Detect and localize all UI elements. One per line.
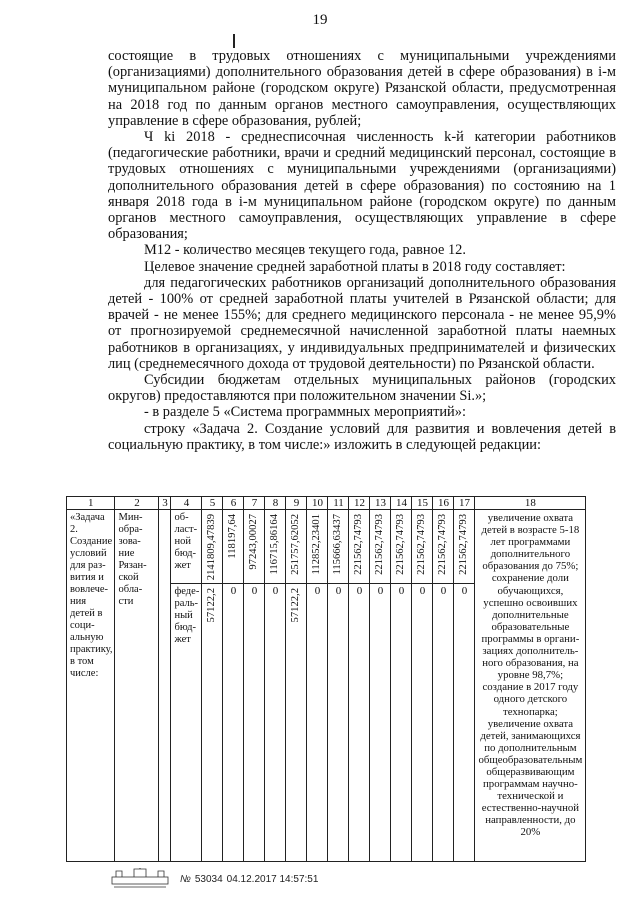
col-number: 17	[454, 497, 475, 510]
col-number: 9	[286, 497, 307, 510]
value-cell: 57122,2	[286, 584, 307, 862]
paragraph: - в разделе 5 «Система программных мероприятий»:	[144, 404, 466, 421]
value-cell: 221562,74793	[370, 510, 391, 584]
program-table	[66, 496, 586, 862]
empty-cell	[159, 510, 171, 862]
value-cell: 0	[265, 584, 286, 862]
registry-logo-icon	[108, 868, 172, 890]
value-cell: 0	[244, 584, 265, 862]
executor-cell: Мин-обра-зова-ние Рязан-ской обла-сти	[115, 510, 159, 862]
value-cell: 0	[454, 584, 475, 862]
col-number: 12	[349, 497, 370, 510]
task-cell: «Задача 2. Создание условий для раз-вития и вовлече-ния детей в соци-альную практику, в том числе:	[67, 510, 115, 862]
col-number: 6	[223, 497, 244, 510]
value-cell: 221562,74793	[391, 510, 412, 584]
document-footer	[108, 868, 318, 890]
col-number: 10	[307, 497, 328, 510]
col-number: 5	[202, 497, 223, 510]
paragraph: Субсидии бюджетам отдельных муниципальных районов (городских округов) предоставляются при положительном значении Si.»;	[108, 372, 616, 405]
col-number: 4	[171, 497, 202, 510]
value-cell: 57122,2	[202, 584, 223, 862]
funding-source-cell: об-ласт-ной бюд-жет	[171, 510, 202, 584]
value-cell: 0	[307, 584, 328, 862]
funding-source-cell: феде-раль-ный бюд-жет	[171, 584, 202, 862]
number-sign: №	[180, 873, 191, 885]
col-number: 15	[412, 497, 433, 510]
value-cell: 221562,74793	[349, 510, 370, 584]
value-cell: 0	[391, 584, 412, 862]
paragraph: Целевое значение средней заработной платы в 2018 году составляет:	[144, 258, 566, 275]
expected-results-cell: увеличение охвата детей в возрасте 5-18 лет программами дополнительного образования до 75%; сохранение доли обучающихся, успешно освоивших дополнительные образовательные программы в органи-зациях дополнитель-ного образования, на уровне 98,7%; создание в 2017 году одного детского технопарка; увеличение охвата детей, занимающихся по дополнительным общеобразовательным общеразвивающим программам научно-технической и естественно-научной направленности, до 20%	[475, 510, 586, 862]
value-cell: 115666,63437	[328, 510, 349, 584]
program-table-wrapper	[66, 496, 586, 862]
value-cell: 2141809,47839	[202, 510, 223, 584]
col-number: 18	[475, 497, 586, 510]
document-body	[108, 48, 616, 453]
document-number: 53034	[194, 873, 223, 885]
paragraph: для педагогических работников организаций дополнительного образования детей - 100% от средней заработной платы учителей в Рязанской области; для врачей - не менее 155%; для среднего медицинского персонала - не менее 95,9% от прогнозируемой среднемесячной начисленной заработной платы наемных работников в организациях, у индивидуальных предпринимателей и физических лиц (среднемесячного дохода от трудовой деятельности) по Рязанской области.	[108, 274, 616, 372]
value-cell: 0	[349, 584, 370, 862]
value-cell: 0	[370, 584, 391, 862]
col-number: 8	[265, 497, 286, 510]
col-number: 7	[244, 497, 265, 510]
col-number: 13	[370, 497, 391, 510]
col-number: 3	[159, 497, 171, 510]
value-cell: 116715,86164	[265, 510, 286, 584]
value-cell: 97243,00027	[244, 510, 265, 584]
value-cell: 221562,74793	[454, 510, 475, 584]
value-cell: 221562,74793	[412, 510, 433, 584]
col-number: 14	[391, 497, 412, 510]
paragraph: состоящие в трудовых отношениях с муниципальными учреждениями (организациями) дополнительного образования детей в сфере образования) в i-м муниципальном районе (городском округе) Рязанской области, предусмотренная на 2018 год по данным органов местного самоуправления, осуществляющих управление в сфере образования, рублей;	[108, 48, 616, 129]
col-number: 1	[67, 497, 115, 510]
value-cell: 0	[328, 584, 349, 862]
value-cell: 221562,74793	[433, 510, 454, 584]
paragraph: Ч ki 2018 - среднесписочная численность k-й категории работников (педагогические работники, врачи и средний медицинский персонал, состоящие в трудовых отношениях с муниципальными учреждениями (организациями) дополнительного образования детей в сфере образования) по состоянию на 1 января 2018 года в i-м муниципальном районе (городском округе) по данным органов местного самоуправления, осуществляющих управление в сфере образования;	[108, 129, 616, 243]
document-timestamp: 04.12.2017 14:57:51	[226, 873, 319, 885]
col-number: 11	[328, 497, 349, 510]
value-cell: 0	[223, 584, 244, 862]
value-cell: 118197,64	[223, 510, 244, 584]
margin-mark	[233, 34, 235, 48]
column-number-row	[67, 497, 586, 510]
value-cell: 251757,62052	[286, 510, 307, 584]
value-cell: 0	[433, 584, 454, 862]
col-number: 16	[433, 497, 454, 510]
page-number: 19	[312, 12, 328, 28]
paragraph: строку «Задача 2. Создание условий для развития и вовлечения детей в социальную практику, в том числе:» изложить в следующей редакции:	[108, 420, 616, 453]
value-cell: 112852,23401	[307, 510, 328, 584]
paragraph: M12 - количество месяцев текущего года, равное 12.	[144, 242, 466, 259]
regional-budget-row	[67, 510, 586, 584]
col-number: 2	[115, 497, 159, 510]
value-cell: 0	[412, 584, 433, 862]
